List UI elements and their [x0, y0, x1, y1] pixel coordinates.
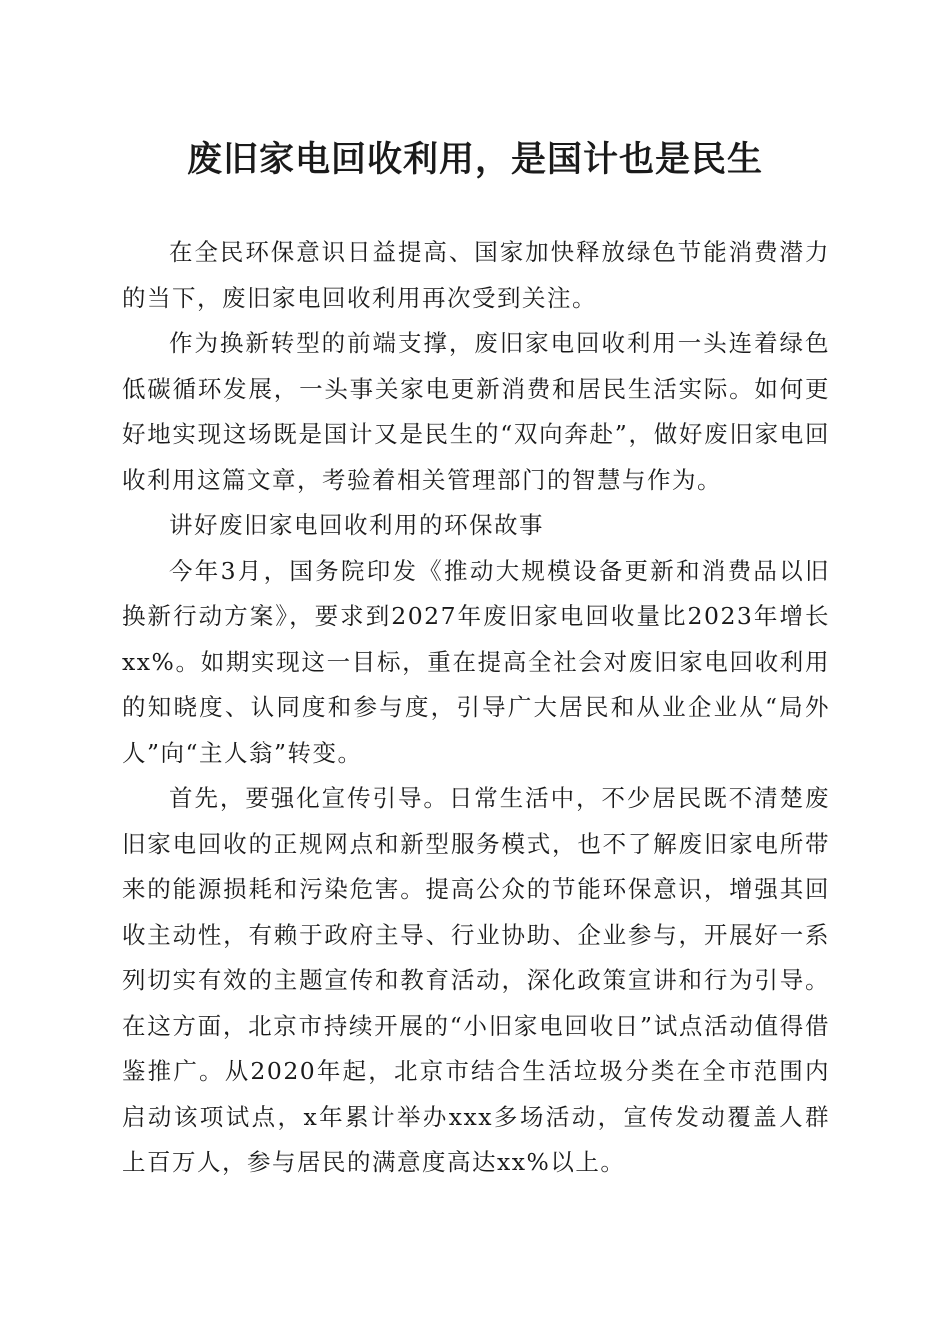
paragraph-publicity: 首先，要强化宣传引导。日常生活中，不少居民既不清楚废旧家电回收的正规网点和新型服务模式，也不了解废旧家电所带来的能源损耗和污染危害。提高公众的节能环保意识，增强其回收主动性，有赖于政府主导、行业协助、企业参与，开展好一系列切实有效的主题宣传和教育活动，深化政策宣讲和行为引导。在这方面，北京市持续开展的“小旧家电回收日”试点活动值得借鉴推广。从2020年起，北京市结合生活垃圾分类在全市范围内启动该项试点，x年累计举办xxx多场活动，宣传发动覆盖人群上百万人，参与居民的满意度高达xx%以上。 — [122, 784, 830, 1176]
section-heading: 讲好废旧家电回收利用的环保故事 — [169, 511, 544, 539]
document-body — [122, 230, 830, 1186]
paragraph-intro: 在全民环保意识日益提高、国家加快释放绿色节能消费潜力的当下，废旧家电回收利用再次受到关注。 — [122, 238, 830, 312]
document-title: 废旧家电回收利用，是国计也是民生 — [186, 139, 763, 180]
paragraph-front-end-support: 作为换新转型的前端支撑，废旧家电回收利用一头连着绿色低碳循环发展，一头事关家电更新消费和居民生活实际。如何更好地实现这场既是国计又是民生的“双向奔赴”，做好废旧家电回收利用这篇文章，考验着相关管理部门的智慧与作为。 — [122, 329, 830, 494]
paragraph-action-plan: 今年3月，国务院印发《推动大规模设备更新和消费品以旧换新行动方案》，要求到2027年废旧家电回收量比2023年增长xx%。如期实现这一目标，重在提高全社会对废旧家电回收利用的知晓度、认同度和参与度，引导广大居民和从业企业从“局外人”向“主人翁”转变。 — [122, 556, 830, 767]
